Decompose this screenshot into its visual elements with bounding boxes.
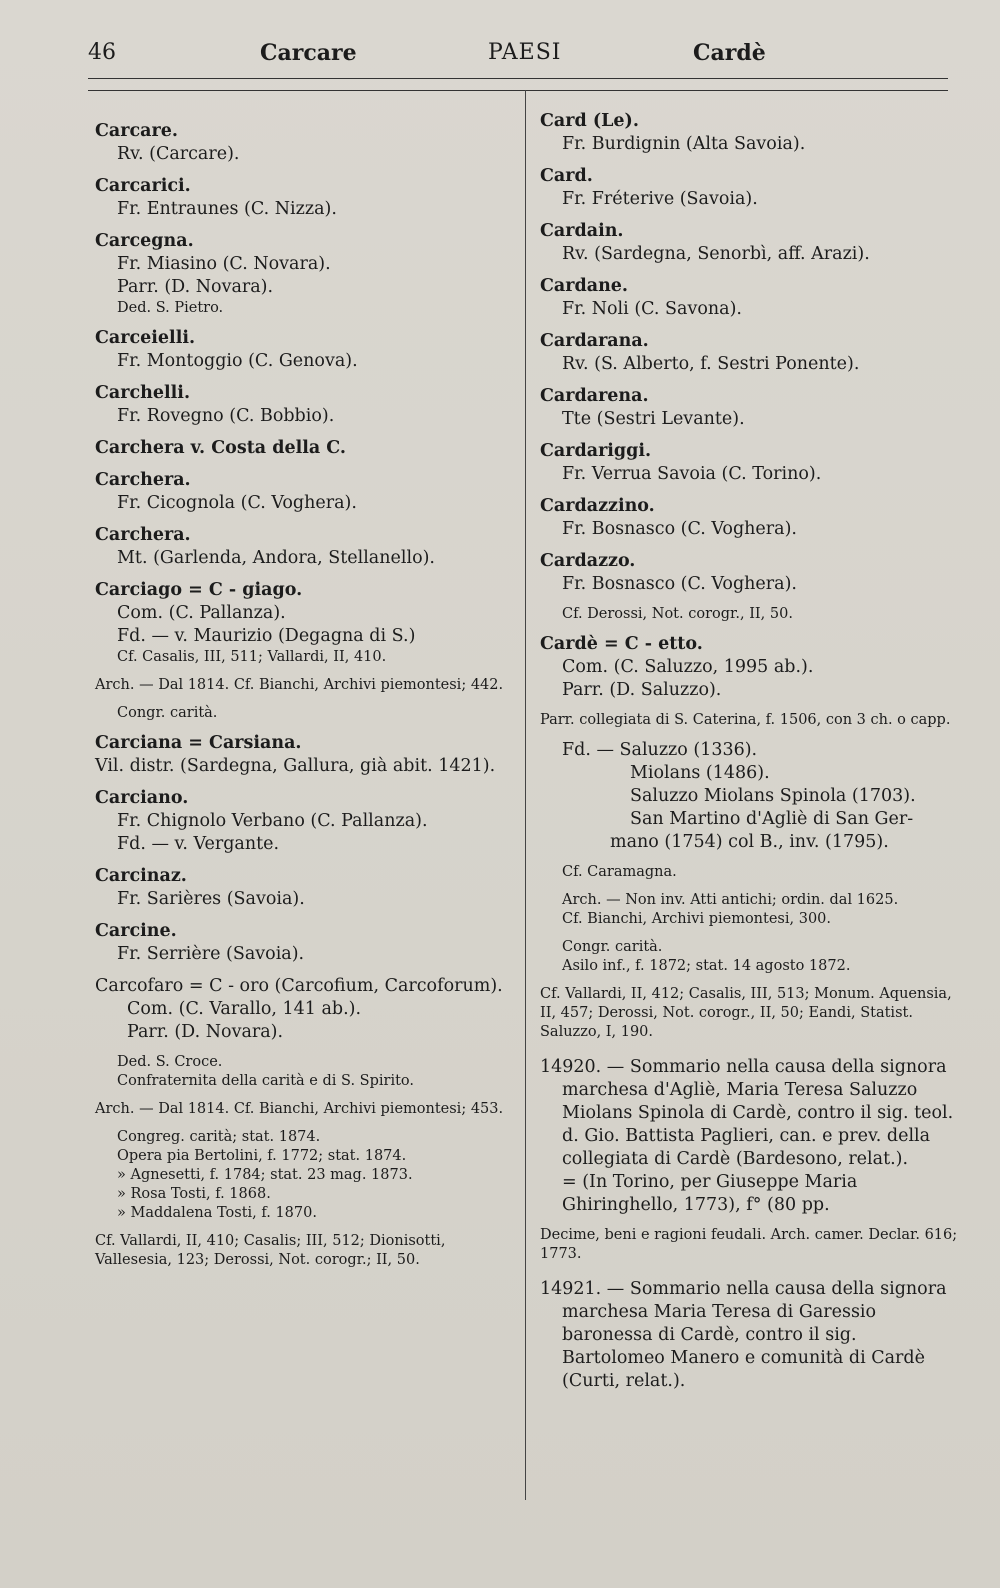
running-head-left: Carcare: [260, 40, 357, 66]
entry-note: Opera pia Bertolini, f. 1772; stat. 1874.: [117, 1148, 407, 1164]
entry-heading: Cardazzo.: [540, 551, 636, 571]
spacer: [95, 1119, 520, 1128]
entry-paragraph: 14920. — Sommario nella causa della signora marchesa d'Agliè, Maria Teresa Saluzzo Miolans Spinola di Cardè, contro il sig. teol. d. Gio. Battista Paglieri, can. e prev. della collegiata di Cardè (Bardesono, relat.).: [540, 1057, 954, 1169]
entry-line: Fr. Rovegno (C. Bobbio).: [117, 406, 335, 426]
entry-note: Congr. carità.: [562, 939, 663, 955]
running-head-right: Cardè: [693, 40, 766, 66]
entry-line: Fr. Entraunes (C. Nizza).: [117, 199, 337, 219]
entry-heading: Carchelli.: [95, 383, 191, 403]
entry-note: » Rosa Tosti, f. 1868.: [117, 1186, 271, 1202]
entry-heading: Carciago = C - giago.: [95, 580, 303, 600]
entry-line: Com. (C. Varallo, 141 ab.).: [127, 999, 362, 1019]
entry-line: Com. (C. Pallanza).: [117, 603, 286, 623]
spacer: [540, 431, 960, 440]
spacer: [95, 221, 520, 230]
spacer: [95, 778, 520, 787]
entry-line: Saluzzo Miolans Spinola (1703).: [630, 786, 916, 806]
spacer: [95, 966, 520, 975]
entry-heading: Cardarena.: [540, 386, 649, 406]
entry-line: Fr. Sarières (Savoia).: [117, 889, 305, 909]
spacer: [540, 929, 960, 938]
entry-note: Arch. — Dal 1814. Cf. Bianchi, Archivi piemontesi; 442.: [95, 677, 504, 693]
entry-line: Fr. Chignolo Verbano (C. Pallanza).: [117, 811, 428, 831]
entry-line: mano (1754) col B., inv. (1795).: [610, 832, 889, 852]
entry-line: Fr. Fréterive (Savoia).: [562, 189, 758, 209]
spacer: [540, 321, 960, 330]
entry-heading: Cardè = C - etto.: [540, 634, 703, 654]
entry-heading: Cardariggi.: [540, 441, 652, 461]
header-rule-lower: [88, 90, 948, 91]
entry-heading: Card (Le).: [540, 111, 639, 131]
entry-line: Fd. — v. Vergante.: [117, 834, 280, 854]
entry-line: Fr. Cicognola (C. Voghera).: [117, 493, 357, 513]
entry-heading: Carcare.: [95, 121, 178, 141]
entry-note: Cf. Casalis, III, 511; Vallardi, II, 410.: [117, 649, 387, 665]
entry-line: Fr. Miasino (C. Novara).: [117, 254, 331, 274]
spacer: [540, 211, 960, 220]
page-number: 46: [88, 40, 116, 65]
spacer: [540, 1042, 960, 1056]
spacer: [95, 460, 520, 469]
entry-heading: Cardazzino.: [540, 496, 655, 516]
entry-heading: Carchera v. Costa della C.: [95, 438, 347, 458]
entry-note: Asilo inf., f. 1872; stat. 14 agosto 1872.: [562, 958, 851, 974]
entry-note: Cf. Vallardi, II, 410; Casalis; III, 512; Dionisotti, Vallesesia, 123; Derossi, Not. corogr.; II, 50.: [95, 1233, 446, 1268]
entry-line: Tte (Sestri Levante).: [562, 409, 745, 429]
entry-line: Fr. Burdignin (Alta Savoia).: [562, 134, 806, 154]
spacer: [540, 882, 960, 891]
entry-heading: Carciano.: [95, 788, 189, 808]
entry-note: Decime, beni e ragioni feudali. Arch. camer. Declar. 616; 1773.: [540, 1227, 958, 1262]
spacer: [95, 1091, 520, 1100]
spacer: [540, 730, 960, 739]
entry-heading: Carcegna.: [95, 231, 194, 251]
spacer: [95, 515, 520, 524]
entry-heading: Cardarana.: [540, 331, 649, 351]
spacer: [95, 1223, 520, 1232]
spacer: [540, 266, 960, 275]
entry-note: Parr. collegiata di S. Caterina, f. 1506, con 3 ch. o capp.: [540, 712, 951, 728]
entry-line: = (In Torino, per Giuseppe Maria: [562, 1172, 858, 1192]
entry-line: Fd. — v. Maurizio (Degagna di S.): [117, 626, 416, 646]
spacer: [95, 667, 520, 676]
column-divider: [525, 90, 526, 1500]
spacer: [540, 702, 960, 711]
entry-heading: Carcinaz.: [95, 866, 187, 886]
entry-note: Cf. Caramagna.: [562, 864, 677, 880]
entry-note: Arch. — Dal 1814. Cf. Bianchi, Archivi piemontesi; 453.: [95, 1101, 504, 1117]
spacer: [540, 486, 960, 495]
entry-paragraph: 14921. — Sommario nella causa della signora marchesa Maria Teresa di Garessio baronessa di Cardè, contro il sig. Bartolomeo Manero e comunità di Cardè (Curti, relat.).: [540, 1279, 947, 1391]
right-column: [540, 110, 960, 1393]
entry-note: Ded. S. Croce.: [117, 1054, 223, 1070]
entry-line: San Martino d'Agliè di San Ger-: [630, 809, 914, 829]
running-head-center: PAESI: [488, 40, 562, 65]
entry-line: Fr. Noli (C. Savona).: [562, 299, 742, 319]
spacer: [540, 1264, 960, 1278]
entry-line: Fr. Bosnasco (C. Voghera).: [562, 574, 797, 594]
entry-note: » Maddalena Tosti, f. 1870.: [117, 1205, 317, 1221]
spacer: [95, 695, 520, 704]
spacer: [540, 596, 960, 605]
spacer: [540, 156, 960, 165]
page-header: [88, 40, 948, 80]
spacer: [540, 1217, 960, 1226]
entry-note: Cf. Bianchi, Archivi piemontesi, 300.: [562, 911, 832, 927]
spacer: [540, 624, 960, 633]
entry-line: Ghiringhello, 1773), f° (80 pp.: [562, 1195, 830, 1215]
entry-line: Fr. Bosnasco (C. Voghera).: [562, 519, 797, 539]
entry-line: Rv. (Sardegna, Senorbì, aff. Arazi).: [562, 244, 870, 264]
spacer: [540, 376, 960, 385]
entry-note: Confraternita della carità e di S. Spirito.: [117, 1073, 414, 1089]
header-rule: [88, 78, 948, 79]
entry-heading: Carcine.: [95, 921, 177, 941]
entry-line: Parr. (D. Saluzzo).: [562, 680, 722, 700]
entry-heading: Cardain.: [540, 221, 624, 241]
spacer: [540, 976, 960, 985]
entry-heading: Carchera.: [95, 525, 191, 545]
entry-heading: Card.: [540, 166, 593, 186]
entry-line: Mt. (Garlenda, Andora, Stellanello).: [117, 548, 435, 568]
entry-line: Fr. Verrua Savoia (C. Torino).: [562, 464, 822, 484]
spacer: [95, 373, 520, 382]
entry-heading: Carceielli.: [95, 328, 196, 348]
entry-line: Miolans (1486).: [630, 763, 770, 783]
left-column: [95, 120, 520, 1270]
entry-note: Arch. — Non inv. Atti antichi; ordin. dal 1625.: [562, 892, 899, 908]
spacer: [95, 318, 520, 327]
entry-note: Congreg. carità; stat. 1874.: [117, 1129, 321, 1145]
entry-note: Cf. Derossi, Not. corogr., II, 50.: [562, 606, 793, 622]
entry-heading: Cardane.: [540, 276, 629, 296]
spacer: [95, 911, 520, 920]
entry-paragraph: Vil. distr. (Sardegna, Gallura, già abit. 1421).: [95, 756, 496, 776]
entry-note: Ded. S. Pietro.: [117, 300, 224, 316]
entry-heading: Carciana = Carsiana.: [95, 733, 302, 753]
spacer: [95, 856, 520, 865]
entry-line: Parr. (D. Novara).: [117, 277, 274, 297]
spacer: [95, 723, 520, 732]
spacer: [540, 854, 960, 863]
entry-line: Fr. Montoggio (C. Genova).: [117, 351, 358, 371]
spacer: [95, 570, 520, 579]
entry-line: Rv. (S. Alberto, f. Sestri Ponente).: [562, 354, 860, 374]
spacer: [95, 1044, 520, 1053]
spacer: [95, 166, 520, 175]
entry-note: Congr. carità.: [117, 705, 218, 721]
entry-heading: Carchera.: [95, 470, 191, 490]
spacer: [95, 428, 520, 437]
entry-paragraph: Carcofaro = C - oro (Carcofium, Carcoforum).: [95, 976, 503, 996]
entry-line: Parr. (D. Novara).: [127, 1022, 284, 1042]
entry-heading: Carcarici.: [95, 176, 191, 196]
entry-line: Fd. — Saluzzo (1336).: [562, 740, 758, 760]
entry-note: » Agnesetti, f. 1784; stat. 23 mag. 1873.: [117, 1167, 413, 1183]
entry-line: Fr. Serrière (Savoia).: [117, 944, 305, 964]
spacer: [540, 541, 960, 550]
entry-line: Rv. (Carcare).: [117, 144, 240, 164]
entry-line: Com. (C. Saluzzo, 1995 ab.).: [562, 657, 814, 677]
entry-note: Cf. Vallardi, II, 412; Casalis, III, 513; Monum. Aquensia, II, 457; Derossi, Not. corogr., II, 50; Eandi, Statist. Saluzzo, I, 190.: [540, 986, 952, 1040]
